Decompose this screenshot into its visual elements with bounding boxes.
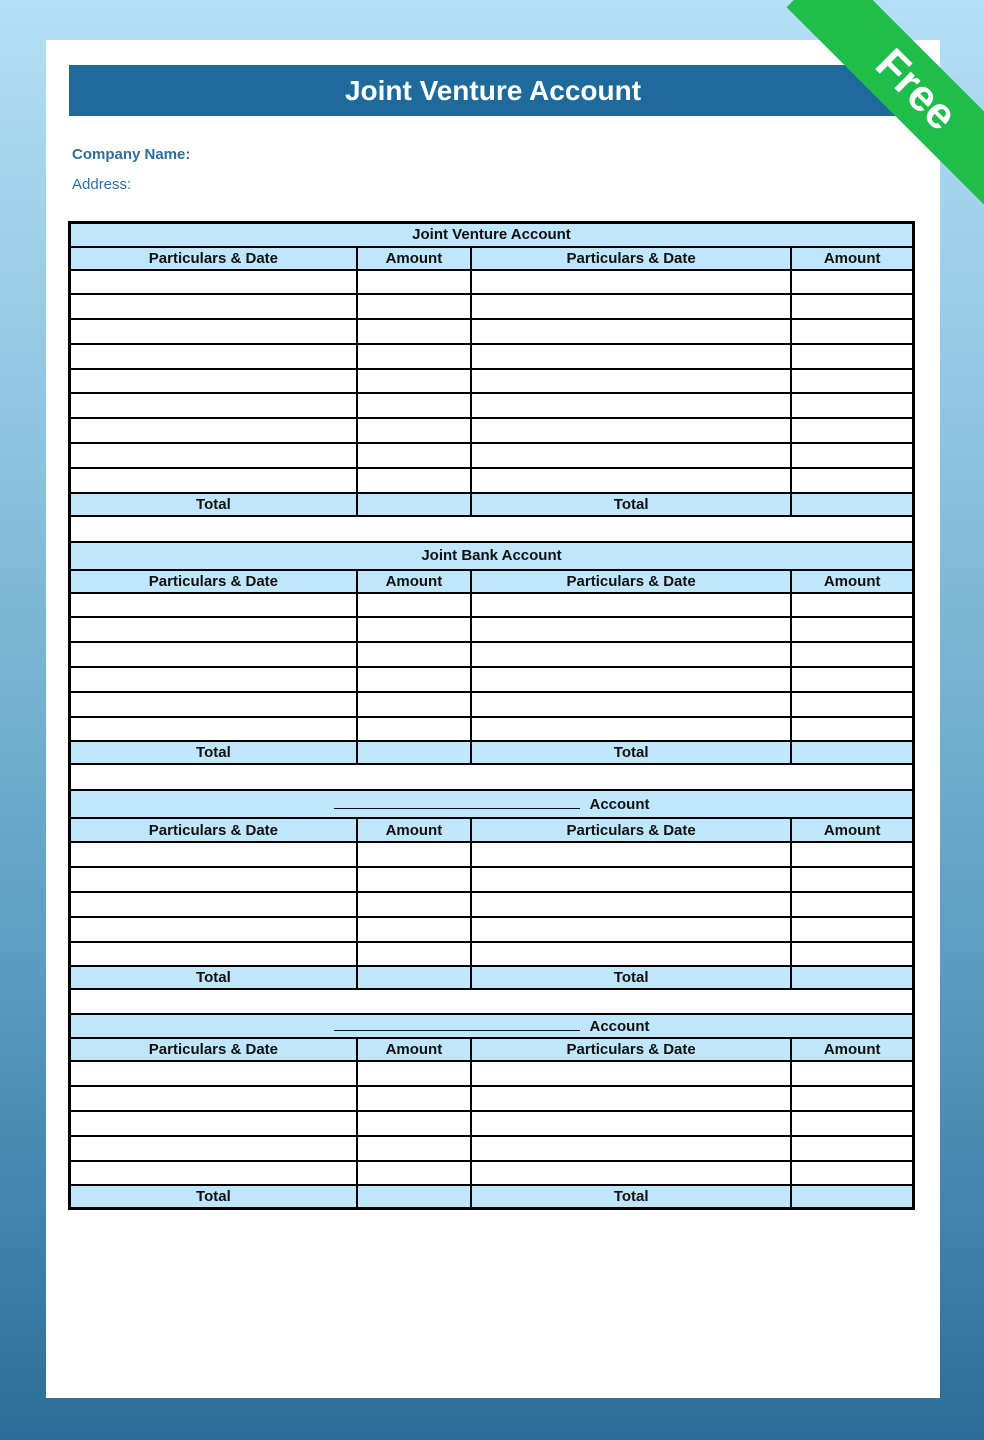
- entry-cell-amount[interactable]: [357, 1086, 471, 1111]
- entry-cell-particulars[interactable]: [471, 1086, 791, 1111]
- section-title: [70, 542, 914, 570]
- total-amount-cell[interactable]: [791, 741, 913, 764]
- entry-cell-amount[interactable]: [791, 294, 913, 319]
- entry-cell-particulars[interactable]: [70, 1111, 357, 1136]
- entry-cell-particulars[interactable]: [70, 642, 357, 667]
- entry-cell-particulars[interactable]: [70, 692, 357, 717]
- total-amount-cell[interactable]: [357, 493, 471, 516]
- total-label: Total: [471, 966, 791, 989]
- entry-cell-particulars[interactable]: [471, 369, 791, 394]
- total-label: Total: [70, 966, 357, 989]
- entry-cell-amount[interactable]: [357, 319, 471, 344]
- entry-cell-amount[interactable]: [357, 892, 471, 917]
- entry-cell-amount[interactable]: [357, 393, 471, 418]
- entry-cell-particulars[interactable]: [70, 717, 357, 742]
- entry-cell-amount[interactable]: [357, 1111, 471, 1136]
- column-header-amount: Amount: [357, 570, 471, 593]
- entry-cell-particulars[interactable]: [471, 1161, 791, 1186]
- entry-cell-particulars[interactable]: [471, 642, 791, 667]
- entry-cell-particulars[interactable]: [471, 270, 791, 295]
- entry-cell-particulars[interactable]: [471, 418, 791, 443]
- entry-cell-particulars[interactable]: [70, 867, 357, 892]
- entry-cell-amount[interactable]: [791, 443, 913, 468]
- entry-cell-amount[interactable]: [791, 942, 913, 967]
- section-title-text: Joint Bank Account: [421, 547, 562, 565]
- column-header-amount: Amount: [357, 247, 471, 270]
- column-header-particulars: Particulars & Date: [471, 1038, 791, 1061]
- entry-cell-amount[interactable]: [357, 867, 471, 892]
- entry-cell-amount[interactable]: [357, 842, 471, 867]
- account-name-blank[interactable]: [334, 796, 580, 809]
- total-label: Total: [471, 741, 791, 764]
- column-header-particulars: Particulars & Date: [70, 247, 357, 270]
- total-amount-cell[interactable]: [357, 741, 471, 764]
- entry-cell-particulars[interactable]: [471, 942, 791, 967]
- ledger-table: [68, 221, 915, 1210]
- entry-cell-particulars[interactable]: [471, 667, 791, 692]
- entry-cell-amount[interactable]: [357, 344, 471, 369]
- entry-cell-amount[interactable]: [791, 1136, 913, 1161]
- entry-cell-amount[interactable]: [791, 418, 913, 443]
- entry-cell-particulars[interactable]: [70, 393, 357, 418]
- entry-cell-particulars[interactable]: [70, 593, 357, 618]
- entry-cell-amount[interactable]: [791, 892, 913, 917]
- entry-cell-amount[interactable]: [791, 270, 913, 295]
- entry-cell-amount[interactable]: [357, 917, 471, 942]
- column-header-particulars: Particulars & Date: [471, 247, 791, 270]
- entry-cell-particulars[interactable]: [70, 270, 357, 295]
- total-amount-cell[interactable]: [791, 493, 913, 516]
- entry-cell-particulars[interactable]: [471, 1136, 791, 1161]
- entry-cell-amount[interactable]: [357, 270, 471, 295]
- entry-cell-amount[interactable]: [791, 1111, 913, 1136]
- entry-cell-amount[interactable]: [357, 294, 471, 319]
- column-header-amount: Amount: [791, 1038, 913, 1061]
- column-header-particulars: Particulars & Date: [70, 570, 357, 593]
- entry-cell-amount[interactable]: [791, 1161, 913, 1186]
- section-spacer: [70, 764, 914, 790]
- entry-cell-particulars[interactable]: [471, 617, 791, 642]
- section-title: [70, 1014, 914, 1038]
- entry-cell-particulars[interactable]: [70, 294, 357, 319]
- column-header-amount: Amount: [357, 818, 471, 842]
- section-spacer: [70, 516, 914, 542]
- entry-cell-amount[interactable]: [357, 443, 471, 468]
- entry-cell-particulars[interactable]: [70, 1161, 357, 1186]
- entry-cell-amount[interactable]: [357, 617, 471, 642]
- entry-cell-amount[interactable]: [357, 692, 471, 717]
- entry-cell-amount[interactable]: [791, 393, 913, 418]
- entry-cell-amount[interactable]: [357, 418, 471, 443]
- entry-cell-amount[interactable]: [791, 717, 913, 742]
- entry-cell-amount[interactable]: [357, 369, 471, 394]
- entry-cell-amount[interactable]: [791, 917, 913, 942]
- section-title-text: Account: [589, 795, 650, 813]
- entry-cell-particulars[interactable]: [471, 1061, 791, 1086]
- entry-cell-particulars[interactable]: [70, 617, 357, 642]
- entry-cell-amount[interactable]: [791, 667, 913, 692]
- section-title: [70, 223, 914, 247]
- total-amount-cell[interactable]: [791, 966, 913, 989]
- entry-cell-particulars[interactable]: [471, 717, 791, 742]
- column-header-particulars: Particulars & Date: [471, 570, 791, 593]
- entry-cell-amount[interactable]: [357, 642, 471, 667]
- entry-cell-amount[interactable]: [791, 842, 913, 867]
- free-badge: [774, 0, 984, 210]
- entry-cell-particulars[interactable]: [471, 593, 791, 618]
- column-header-amount: Amount: [791, 247, 913, 270]
- total-amount-cell[interactable]: [357, 966, 471, 989]
- address-label: Address:: [72, 176, 132, 193]
- entry-cell-amount[interactable]: [357, 942, 471, 967]
- entry-cell-particulars[interactable]: [471, 867, 791, 892]
- entry-cell-amount[interactable]: [357, 1061, 471, 1086]
- entry-cell-particulars[interactable]: [70, 892, 357, 917]
- section-spacer: [70, 989, 914, 1014]
- entry-cell-amount[interactable]: [791, 593, 913, 618]
- template-sheet: [46, 40, 940, 1398]
- entry-cell-amount[interactable]: [791, 1061, 913, 1086]
- section-title: [70, 790, 914, 818]
- entry-cell-particulars[interactable]: [471, 319, 791, 344]
- entry-cell-amount[interactable]: [791, 867, 913, 892]
- section-title-text: Account: [589, 1017, 650, 1035]
- entry-cell-amount[interactable]: [791, 1086, 913, 1111]
- entry-cell-particulars[interactable]: [70, 942, 357, 967]
- entry-cell-particulars[interactable]: [471, 842, 791, 867]
- entry-cell-amount[interactable]: [791, 369, 913, 394]
- entry-cell-particulars[interactable]: [471, 917, 791, 942]
- entry-cell-amount[interactable]: [357, 593, 471, 618]
- total-amount-cell[interactable]: [791, 1185, 913, 1209]
- account-name-blank[interactable]: [334, 1018, 580, 1031]
- entry-cell-particulars[interactable]: [70, 319, 357, 344]
- column-header-particulars: Particulars & Date: [70, 818, 357, 842]
- entry-cell-particulars[interactable]: [70, 917, 357, 942]
- section-title-text: Joint Venture Account: [412, 226, 571, 244]
- total-label: Total: [70, 1185, 357, 1209]
- entry-cell-particulars[interactable]: [70, 667, 357, 692]
- entry-cell-particulars[interactable]: [471, 443, 791, 468]
- document-title: Joint Venture Account: [69, 65, 917, 116]
- entry-cell-particulars[interactable]: [70, 1086, 357, 1111]
- entry-cell-amount[interactable]: [791, 642, 913, 667]
- column-header-amount: Amount: [357, 1038, 471, 1061]
- entry-cell-particulars[interactable]: [471, 294, 791, 319]
- entry-cell-particulars[interactable]: [70, 344, 357, 369]
- entry-cell-particulars[interactable]: [70, 468, 357, 493]
- total-label: Total: [70, 493, 357, 516]
- entry-cell-amount[interactable]: [357, 717, 471, 742]
- column-header-particulars: Particulars & Date: [471, 818, 791, 842]
- entry-cell-particulars[interactable]: [70, 1061, 357, 1086]
- company-name-label: Company Name:: [72, 146, 191, 163]
- entry-cell-amount[interactable]: [791, 319, 913, 344]
- column-header-particulars: Particulars & Date: [70, 1038, 357, 1061]
- free-badge-label: Free: [787, 0, 984, 210]
- entry-cell-particulars[interactable]: [471, 892, 791, 917]
- entry-cell-particulars[interactable]: [471, 468, 791, 493]
- entry-cell-particulars[interactable]: [70, 443, 357, 468]
- entry-cell-amount[interactable]: [791, 617, 913, 642]
- entry-cell-particulars[interactable]: [471, 692, 791, 717]
- entry-cell-particulars[interactable]: [471, 1111, 791, 1136]
- entry-cell-particulars[interactable]: [70, 1136, 357, 1161]
- entry-cell-amount[interactable]: [357, 468, 471, 493]
- entry-cell-amount[interactable]: [791, 468, 913, 493]
- entry-cell-particulars[interactable]: [70, 418, 357, 443]
- entry-cell-amount[interactable]: [791, 344, 913, 369]
- entry-cell-particulars[interactable]: [471, 393, 791, 418]
- entry-cell-amount[interactable]: [791, 692, 913, 717]
- entry-cell-amount[interactable]: [357, 667, 471, 692]
- entry-cell-particulars[interactable]: [70, 369, 357, 394]
- entry-cell-particulars[interactable]: [471, 344, 791, 369]
- total-amount-cell[interactable]: [357, 1185, 471, 1209]
- column-header-amount: Amount: [791, 570, 913, 593]
- entry-cell-amount[interactable]: [357, 1161, 471, 1186]
- entry-cell-particulars[interactable]: [70, 842, 357, 867]
- entry-cell-amount[interactable]: [357, 1136, 471, 1161]
- total-label: Total: [70, 741, 357, 764]
- column-header-amount: Amount: [791, 818, 913, 842]
- total-label: Total: [471, 493, 791, 516]
- total-label: Total: [471, 1185, 791, 1209]
